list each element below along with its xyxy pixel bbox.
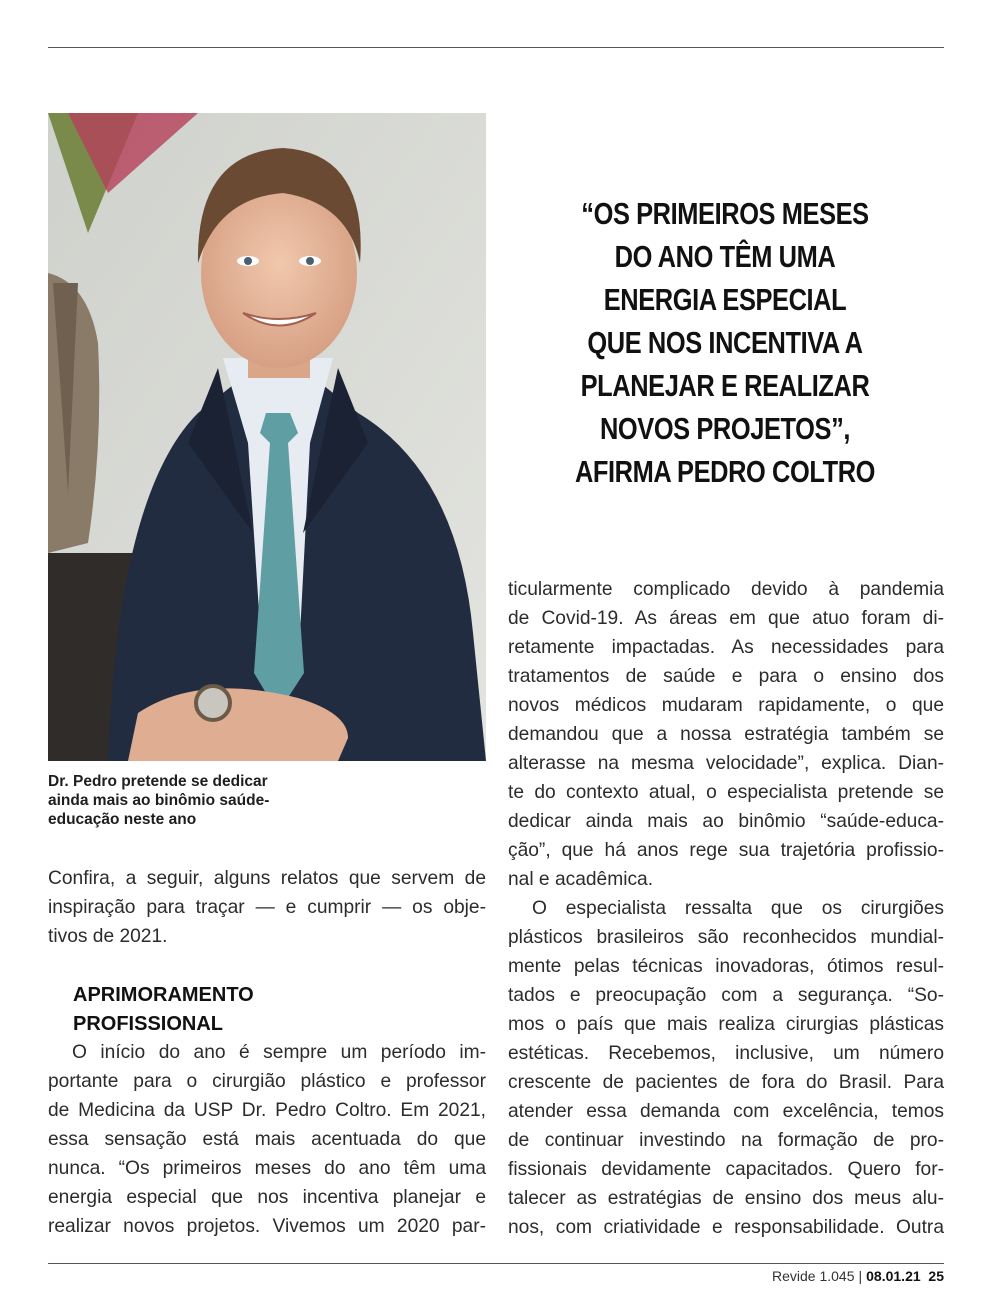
text-line: retamente impactadas. As necessidades para [508, 637, 944, 658]
text-line: de Covid-19. As áreas em que atuo foram di- [508, 608, 944, 629]
issue-date: 08.01.21 [866, 1268, 921, 1284]
pull-quote-line: AFIRMA PEDRO COLTRO [574, 454, 876, 489]
text-line: ção”, que há anos rege sua trajetória profissio- [508, 840, 944, 861]
text-line: tratamentos de saúde e para o ensino dos [508, 666, 944, 687]
text-line: te do contexto atual, o especialista pretende se [508, 782, 944, 803]
right-paragraph-1 [508, 575, 944, 894]
caption-line: ainda mais ao binômio saúde- [48, 792, 270, 809]
bottom-rule [48, 1263, 944, 1264]
portrait-photo [48, 113, 486, 761]
text-line: talecer as estratégias de ensino dos meus alu- [508, 1188, 944, 1209]
pull-quote-line: NOVOS PROJETOS”, [599, 411, 851, 446]
text-line: novos médicos mudaram rapidamente, o que [508, 695, 944, 716]
intro-paragraph [48, 864, 486, 951]
text-line: O especialista ressalta que os cirurgiões [532, 898, 944, 919]
text-line: atender essa demanda com excelência, temos [508, 1101, 944, 1122]
heading-line: APRIMORAMENTO [73, 984, 254, 1006]
text-line: ticularmente complicado devido à pandemia [508, 579, 944, 600]
text-line: plásticos brasileiros são reconhecidos mundial- [508, 927, 944, 948]
text-line: inspiração para traçar — e cumprir — os obje- [48, 897, 486, 918]
pull-quote-line: PLANEJAR E REALIZAR [580, 368, 870, 403]
caption-line: educação neste ano [48, 811, 197, 828]
text-line: estéticas. Recebemos, inclusive, um número [508, 1043, 944, 1064]
text-line: nunca. “Os primeiros meses do ano têm uma [48, 1158, 486, 1179]
text-line: realizar novos projetos. Vivemos um 2020 par- [48, 1216, 486, 1237]
text-line: nal e acadêmica. [508, 869, 654, 890]
text-line: crescente de pacientes de fora do Brasil. Para [508, 1072, 944, 1093]
text-line: mente pelas técnicas inovadoras, ótimos resul- [508, 956, 944, 977]
top-rule [48, 47, 944, 48]
pull-quote-line: QUE NOS INCENTIVA A [587, 325, 863, 360]
pull-quote-line: ENERGIA ESPECIAL [603, 282, 847, 317]
heading-line: PROFISSIONAL [73, 1013, 224, 1035]
text-line: portante para o cirurgião plástico e professor [48, 1071, 486, 1092]
text-line: tivos de 2021. [48, 926, 168, 947]
page-number: 25 [928, 1268, 944, 1284]
magazine-issue: Revide 1.045 [771, 1268, 855, 1284]
text-line: tados e preocupação com a segurança. “So- [508, 985, 944, 1006]
pull-quote-line: “OS PRIMEIROS MESES [581, 196, 869, 231]
left-body-paragraph [48, 1038, 486, 1241]
text-line: nos, com criatividade e responsabilidade. Outra [508, 1217, 944, 1238]
text-line: demandou que a nossa estratégia também se [508, 724, 944, 745]
text-line: dedicar ainda mais ao binômio “saúde-educa- [508, 811, 944, 832]
text-line: de Medicina da USP Dr. Pedro Coltro. Em 2021, [48, 1100, 486, 1121]
text-line: fissionais devidamente capacitados. Quero for- [508, 1159, 944, 1180]
text-line: Confira, a seguir, alguns relatos que servem de [48, 868, 486, 889]
text-line: essa sensação está mais acentuada do que [48, 1129, 486, 1150]
text-line: mos o país que mais realiza cirurgias plásticas [508, 1014, 944, 1035]
footer-separator: | [858, 1268, 863, 1284]
pull-quote [573, 192, 876, 493]
pull-quote-line: DO ANO TÊM UMA [614, 239, 836, 274]
page-footer [772, 1268, 944, 1284]
right-paragraph-2 [508, 894, 944, 1242]
caption-line: Dr. Pedro pretende se dedicar [48, 773, 268, 790]
photo-caption [48, 772, 348, 829]
text-line: alterasse na mesma velocidade”, explica. Dian- [508, 753, 944, 774]
right-column [508, 575, 944, 1242]
text-line: energia especial que nos incentiva planejar e [48, 1187, 486, 1208]
section-heading [73, 981, 373, 1039]
portrait-illustration [48, 113, 486, 761]
text-line: O início do ano é sempre um período im- [72, 1042, 486, 1063]
text-line: de continuar investindo na formação de pro- [508, 1130, 944, 1151]
